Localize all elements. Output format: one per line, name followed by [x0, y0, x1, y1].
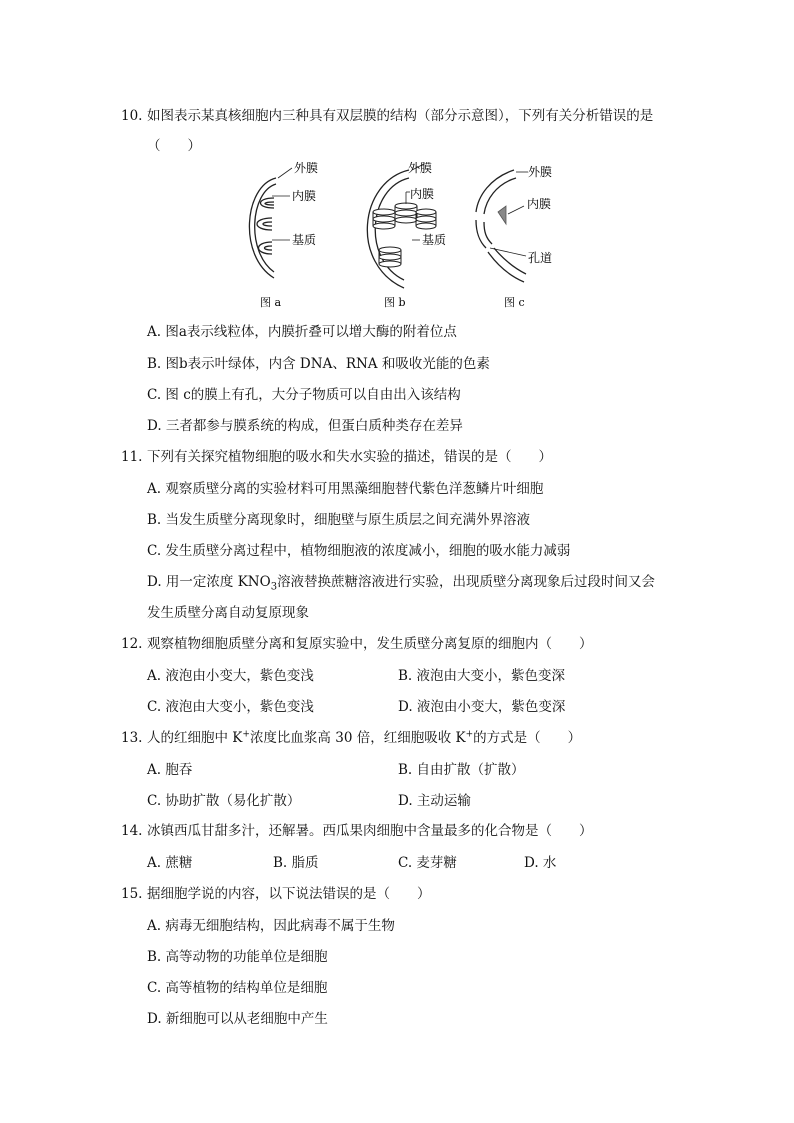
q11-option-d-post: 溶液替换蔗糖溶液进行实验，出现质壁分离现象后过段时间又会 [277, 574, 656, 590]
q15-option-d: D. 新细胞可以从老细胞中产生 [147, 1011, 328, 1027]
q11-option-d-continued: 发生质壁分离自动复原现象 [147, 605, 309, 621]
q13-option-a: A. 胞吞 [147, 762, 193, 778]
figure-a-caption: 图 a [260, 296, 282, 309]
question-14-stem [121, 819, 593, 839]
figure-c-nuclear-envelope [476, 170, 528, 282]
figure-c-pore-label: 孔道 [528, 251, 553, 265]
question-number: 11. [121, 449, 143, 465]
question-number: 10. [121, 108, 143, 124]
q11-option-b: B. 当发生质壁分离现象时，细胞壁与原生质层之间充满外界溶液 [147, 512, 531, 528]
question-text: 观察植物细胞质壁分离和复原实验中，发生质壁分离复原的细胞内（ ） [147, 636, 593, 652]
q10-option-a: A. 图a表示线粒体，内膜折叠可以增大酶的附着位点 [147, 324, 457, 340]
q13-option-c: C. 协助扩散（易化扩散） [147, 793, 301, 809]
q14-option-d: D. 水 [524, 855, 557, 871]
q11-option-d-pre: D. 用一定浓度 KNO [147, 574, 271, 590]
q11-option-d [147, 570, 655, 593]
question-12-stem [121, 632, 593, 652]
question-number: 15. [121, 886, 143, 902]
subscript: 3 [270, 581, 278, 593]
question-15-stem [121, 882, 431, 902]
question-text: 据细胞学说的内容，以下说法错误的是（ ） [147, 886, 431, 902]
figure-a-inner-label: 内膜 [292, 189, 317, 203]
q12-option-d: D. 液泡由小变大，紫色变深 [398, 699, 566, 715]
figure-a-matrix-label: 基质 [292, 233, 317, 247]
q12-option-b: B. 液泡由大变小，紫色变深 [398, 668, 566, 684]
figure-c-caption: 图 c [504, 296, 525, 309]
figure-b-matrix-label: 基质 [422, 233, 447, 247]
figure-b-inner-label: 内膜 [410, 187, 435, 201]
question-text: 下列有关探究植物细胞的吸水和失水实验的描述，错误的是（ ） [147, 449, 552, 465]
figure-a-mitochondrion [249, 168, 292, 278]
q15-option-c: C. 高等植物的结构单位是细胞 [147, 980, 328, 996]
question-text: 冰镇西瓜甘甜多汁，还解暑。西瓜果肉细胞中含量最多的化合物是（ ） [147, 823, 593, 839]
q10-option-c: C. 图 c的膜上有孔，大分子物质可以自由出入该结构 [147, 387, 461, 403]
q14-option-a: A. 蔗糖 [147, 855, 193, 871]
q11-option-c: C. 发生质壁分离过程中，植物细胞液的浓度减小，细胞的吸水能力减弱 [147, 543, 571, 559]
q10-option-b: B. 图b表示叶绿体，内含 DNA、RNA 和吸收光能的色素 [147, 356, 490, 372]
question-number: 12. [121, 636, 143, 652]
q14-option-b: B. 脂质 [273, 855, 319, 871]
answer-paren: （ ） [147, 138, 201, 154]
figure-svg [234, 156, 574, 316]
q14-option-c: C. 麦芽糖 [398, 855, 457, 871]
q10-option-d: D. 三者都参与膜系统的构成，但蛋白质种类存在差异 [147, 418, 463, 434]
question-text: 人的红细胞中 K [147, 730, 243, 746]
question-text: 如图表示某真核细胞内三种具有双层膜的结构（部分示意图），下列有关分析错误的是 [147, 108, 654, 124]
question-text: 浓度比血浆高 30 倍，红细胞吸收 K [249, 730, 466, 746]
question-number: 14. [121, 823, 143, 839]
membrane-structures-figure [234, 156, 574, 316]
q13-option-b: B. 自由扩散（扩散） [398, 762, 525, 778]
figure-a-outer-label: 外膜 [294, 161, 319, 175]
q12-option-a: A. 液泡由小变大，紫色变浅 [147, 668, 314, 684]
q11-option-a: A. 观察质壁分离的实验材料可用黑藻细胞替代紫色洋葱鳞片叶细胞 [147, 481, 544, 497]
q13-option-d: D. 主动运输 [398, 793, 471, 809]
figure-c-inner-label: 内膜 [527, 197, 552, 211]
question-text: 的方式是（ ） [473, 730, 582, 746]
q15-option-a: A. 病毒无细胞结构，因此病毒不属于生物 [147, 918, 395, 934]
superscript: + [242, 729, 250, 740]
question-11-stem [121, 445, 552, 465]
q15-option-b: B. 高等动物的功能单位是细胞 [147, 949, 328, 965]
figure-b-caption: 图 b [384, 296, 406, 309]
figure-b-outer-label: 外膜 [408, 161, 433, 175]
superscript: + [465, 729, 474, 740]
q12-option-c: C. 液泡由大变小，紫色变浅 [147, 699, 314, 715]
question-13-stem [121, 726, 581, 746]
question-number: 13. [121, 730, 143, 746]
figure-c-outer-label: 外膜 [528, 165, 553, 179]
figure-b-chloroplast [367, 164, 436, 288]
question-10-stem [121, 104, 653, 124]
